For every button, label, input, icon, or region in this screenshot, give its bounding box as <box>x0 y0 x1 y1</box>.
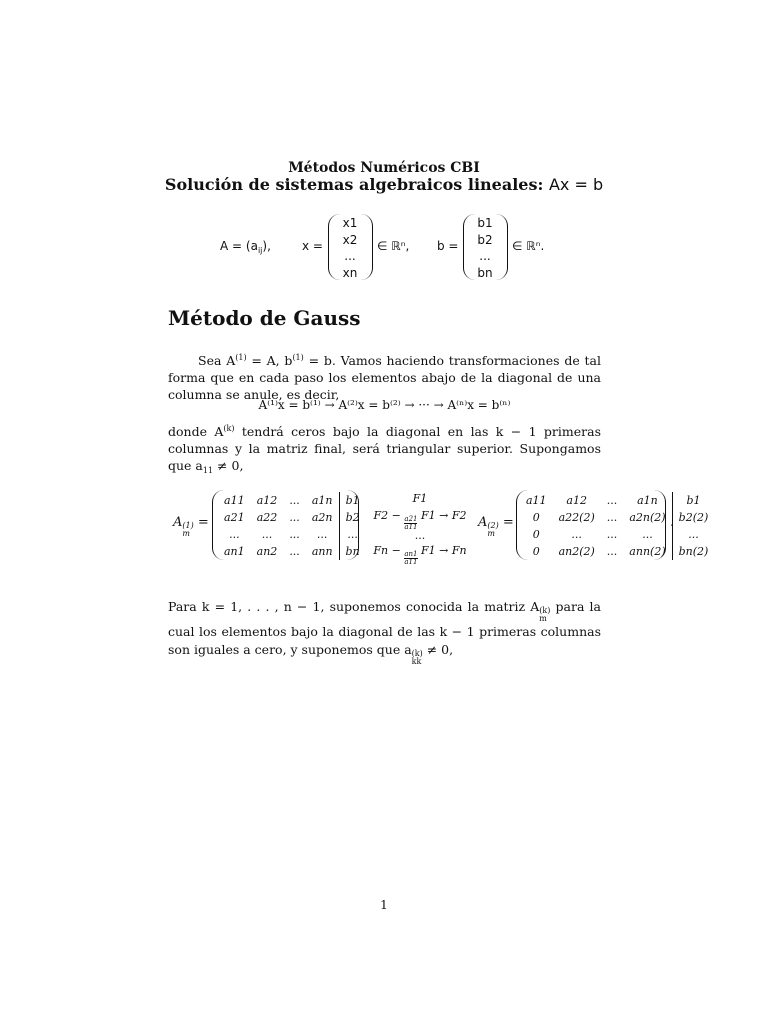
section-title: Método de Gauss <box>168 306 361 330</box>
matrix2-cell: a1n <box>637 494 658 507</box>
matrix2-row <box>520 526 714 543</box>
p2-text-c: ≠ 0, <box>213 458 244 473</box>
matrix1-row <box>218 526 366 543</box>
row-op-4-den: a11 <box>404 558 418 566</box>
p2-sup-k: (k) <box>223 424 235 433</box>
x-entry: ... <box>344 249 356 264</box>
matrix1-row <box>218 492 366 509</box>
matrix1-cell: ann <box>311 545 333 558</box>
matrix2 <box>520 492 714 560</box>
matrix1-cell: b1 <box>339 492 366 509</box>
m1-label-sub: m <box>182 529 190 538</box>
transformation-equation: A⁽¹⁾x = b⁽¹⁾ → A⁽²⁾x = b⁽²⁾ → ··· → A⁽ⁿ⁾x = b⁽ⁿ⁾ <box>258 398 511 412</box>
matrix1-row <box>218 543 366 560</box>
matrix1-cell: a1n <box>311 494 333 507</box>
matrix2-cell: ... <box>606 511 618 524</box>
matrix2-label: A (2) m = <box>478 515 514 538</box>
row-op-1: F1 <box>412 492 428 505</box>
matrix1-cell: ... <box>289 511 300 524</box>
row-op-4-frac <box>404 551 417 566</box>
matrix1 <box>218 492 366 560</box>
a-def-tail: ), <box>262 239 271 253</box>
matrix1-cell: ... <box>316 528 328 541</box>
p2-text-b: tendrá ceros bajo la diagonal en las k − 1 primeras columnas y la matriz final, será triangular superior. Supongamos que a <box>168 424 601 473</box>
p1-text-a: Sea A <box>198 353 236 368</box>
row-op-2-den: a11 <box>404 523 418 531</box>
b-tail: ∈ ℝⁿ. <box>512 239 545 253</box>
page-number: 1 <box>380 898 388 912</box>
m1-label-indices <box>182 522 193 538</box>
matrix1-cell: a11 <box>224 494 245 507</box>
x-entry: x2 <box>342 232 358 247</box>
matrix2-cell: b2(2) <box>672 509 714 526</box>
p3-sub-kk: kk <box>411 657 422 666</box>
x-right-paren <box>360 214 373 280</box>
row-op-4 <box>370 544 470 564</box>
row-op-4-a: Fn − <box>373 544 401 557</box>
row-op-2-num: a21 <box>404 515 418 523</box>
paragraph-triangular <box>168 420 601 479</box>
p3-sup-kk: (k) <box>411 649 423 658</box>
matrix2-cell: a12 <box>566 494 587 507</box>
p1-sup-b: (1) <box>292 353 304 362</box>
p3-text-b: para la cual los elementos bajo la diagonal de las k − 1 primeras columnas son iguales a cero, y suponemos que a <box>168 599 602 657</box>
matrix1-cell: b2 <box>339 509 366 526</box>
p1-sup-a: (1) <box>235 353 247 362</box>
row-op-3: ... <box>414 529 426 542</box>
matrix1-cell: ... <box>289 528 300 541</box>
b-entry: bn <box>477 265 493 280</box>
matrix2-cell: 0 <box>532 511 540 524</box>
p2-sub-11: 11 <box>202 466 214 475</box>
matrix1-row <box>218 509 366 526</box>
a-def-sub: ij <box>257 246 263 255</box>
m1-label-base: A <box>173 515 183 530</box>
matrix1-cell: a2n <box>311 511 333 524</box>
matrix1-right-paren <box>346 490 359 560</box>
row-op-4-num: an1 <box>404 550 418 558</box>
p3-sub-m: m <box>539 614 547 623</box>
b-right-paren <box>495 214 508 280</box>
matrix2-cell: a2n(2) <box>629 511 666 524</box>
row-op-2 <box>370 509 470 529</box>
m2-label-base: A <box>478 515 488 530</box>
matrix1-cell: an1 <box>224 545 245 558</box>
x-entry: xn <box>342 265 358 280</box>
subtitle-text: Solución de sistemas algebraicos lineales: <box>164 175 544 194</box>
a-def-text: A = (a <box>220 239 258 253</box>
matrix2-cell: b1 <box>672 492 714 509</box>
x-vector <box>338 216 362 280</box>
b-entry: b2 <box>477 232 493 247</box>
b-lhs: b = <box>437 239 459 253</box>
matrix1-cell: a21 <box>224 511 245 524</box>
b-entry: ... <box>479 249 491 264</box>
b-entry: b1 <box>477 216 493 230</box>
m2-label-sub: m <box>487 529 495 538</box>
matrix2-cell: 0 <box>532 545 540 558</box>
matrix1-cell: bn <box>339 543 366 560</box>
matrix2-cell: ... <box>642 528 653 541</box>
matrix2-row <box>520 509 714 526</box>
m2-label-sup: (2) <box>487 521 499 530</box>
row-ops <box>370 492 470 564</box>
a-definition <box>220 239 271 255</box>
m2-label-indices <box>487 522 498 538</box>
matrix2-cell: 0 <box>532 528 540 541</box>
p3-text-a: Para k = 1, . . . , n − 1, suponemos conocida la matriz A <box>168 599 540 614</box>
matrix2-cell: ... <box>606 528 618 541</box>
document-header-course: Métodos Numéricos CBI <box>288 160 480 176</box>
row-op-2-a: F2 − <box>373 509 401 522</box>
matrix1-cell: ... <box>289 545 300 558</box>
p3-indices-m <box>539 607 550 623</box>
matrix2-row <box>520 543 714 560</box>
paragraph-intro <box>168 349 601 403</box>
matrix2-cell: ann(2) <box>629 545 666 558</box>
document-header-subtitle <box>0 175 768 194</box>
p3-indices-kk <box>412 650 423 666</box>
p3-text-c: ≠ 0, <box>422 642 454 657</box>
row-op-2-b: F1 → F2 <box>420 509 467 522</box>
matrix2-cell: ... <box>606 545 618 558</box>
matrix2-cell: an2(2) <box>558 545 595 558</box>
matrix1-cell: an2 <box>256 545 278 558</box>
matrix1-cell: ... <box>339 526 366 543</box>
matrix1-cell: a22 <box>256 511 278 524</box>
p3-sup-k: (k) <box>539 606 551 615</box>
x-entry: x1 <box>342 216 358 230</box>
b-vector <box>473 216 497 280</box>
matrix1-cell: a12 <box>256 494 278 507</box>
matrix2-cell: ... <box>672 526 714 543</box>
row-op-4-b: F1 → Fn <box>421 544 467 557</box>
matrix2-trailing: . <box>670 515 675 530</box>
matrix2-cell: bn(2) <box>672 543 714 560</box>
subtitle-equation: Ax = b <box>548 175 604 194</box>
matrix2-cell: a22(2) <box>558 511 595 524</box>
matrix2-row <box>520 492 714 509</box>
m1-label-sup: (1) <box>182 521 194 530</box>
p2-text-a: donde A <box>168 424 224 439</box>
matrix2-cell: ... <box>571 528 582 541</box>
matrix2-cell: ... <box>606 494 618 507</box>
matrix1-cell: ... <box>289 494 300 507</box>
matrix2-cell: a11 <box>526 494 547 507</box>
matrix1-cell: ... <box>261 528 273 541</box>
p1-text-c: = b. Vamos haciendo transformaciones de tal forma que en cada paso los elementos abajo de la diagonal de una columna se anule, es decir, <box>168 353 601 402</box>
x-lhs: x = <box>302 239 323 253</box>
matrix1-cell: ... <box>229 528 240 541</box>
p1-text-b: = A, b <box>246 353 293 368</box>
matrix1-label: A (1) m = <box>173 515 209 538</box>
matrix2-right-paren <box>653 490 666 560</box>
x-tail: ∈ ℝⁿ, <box>377 239 410 253</box>
paragraph-induction <box>168 598 601 666</box>
